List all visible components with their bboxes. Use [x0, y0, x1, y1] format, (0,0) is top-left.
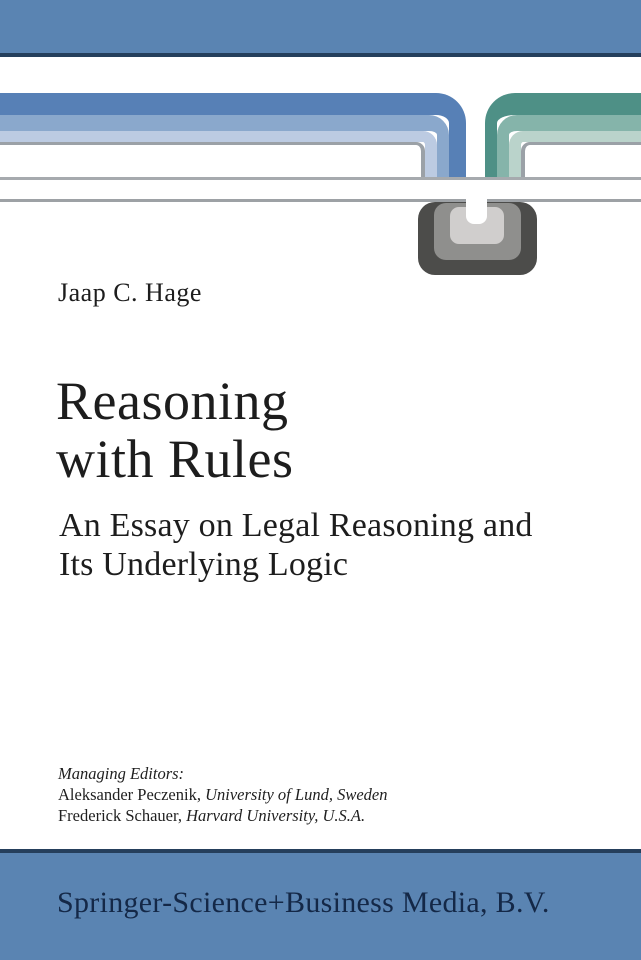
publisher-name: Springer-Science+Business Media, B.V. [57, 886, 550, 919]
editors-heading: Managing Editors: [58, 764, 185, 783]
subtitle-line-1: An Essay on Legal Reasoning and [59, 507, 533, 544]
editor1-name: Aleksander Peczenik, [58, 785, 206, 804]
editor2-affiliation: Harvard University, U.S.A. [186, 806, 366, 825]
managing-editors-block [58, 763, 387, 826]
subtitle-line-2: Its Underlying Logic [59, 546, 349, 583]
author-name: Jaap C. Hage [58, 278, 202, 307]
title-line-2: with Rules [56, 429, 294, 489]
editor2-name: Frederick Schauer, [58, 806, 187, 825]
horizontal-rule-band [0, 177, 641, 202]
top-band-edge-line [0, 53, 641, 57]
editor1-affiliation: University of Lund, Sweden [205, 785, 388, 804]
emblem-white-slot [466, 180, 487, 224]
title-line-1: Reasoning [56, 371, 289, 431]
editor-line [58, 784, 387, 805]
book-title [56, 372, 294, 488]
top-color-band [0, 0, 641, 53]
book-subtitle [59, 506, 533, 584]
editor-line [58, 805, 387, 826]
